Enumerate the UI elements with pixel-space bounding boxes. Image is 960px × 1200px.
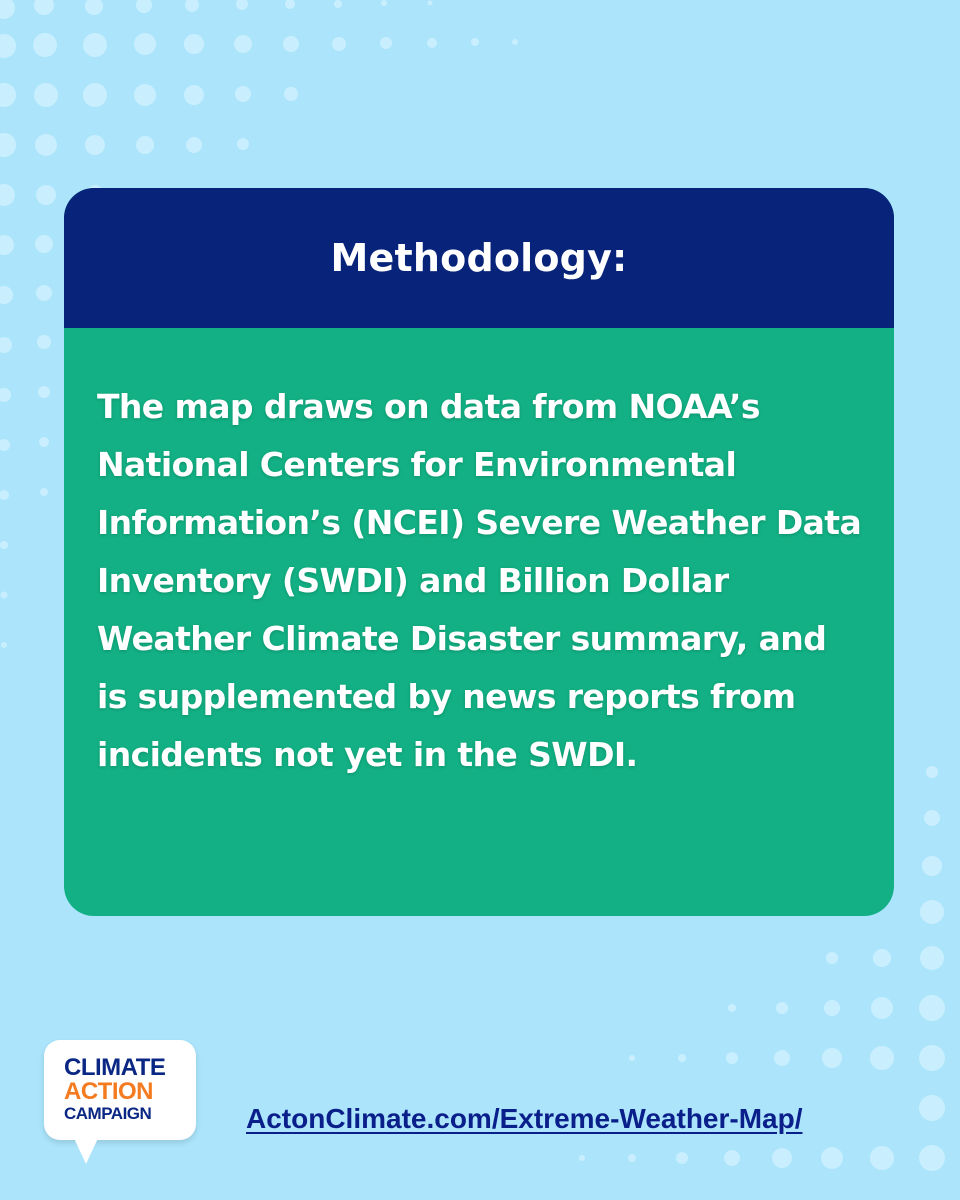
card-title: Methodology: — [330, 236, 628, 280]
card-header — [64, 188, 894, 328]
logo-line-3: CAMPAIGN — [64, 1104, 152, 1123]
methodology-card — [64, 188, 894, 916]
logo-speech-tail — [72, 1134, 100, 1164]
map-website-link[interactable]: ActonClimate.com/Extreme-Weather-Map/ — [246, 1103, 803, 1134]
logo-line-1: CLIMATE — [64, 1054, 166, 1081]
climate-action-campaign-logo — [44, 1040, 196, 1140]
card-body-text: The map draws on data from NOAA’s National Centers for Environmental Information’s (NCEI) Severe Weather Data Inventory (SWDI) and Billion Dollar Weather Climate Disaster summary, and is supplemented by news reports from incidents not yet in the SWDI. — [97, 387, 862, 774]
logo-line-2: ACTION — [64, 1078, 153, 1105]
